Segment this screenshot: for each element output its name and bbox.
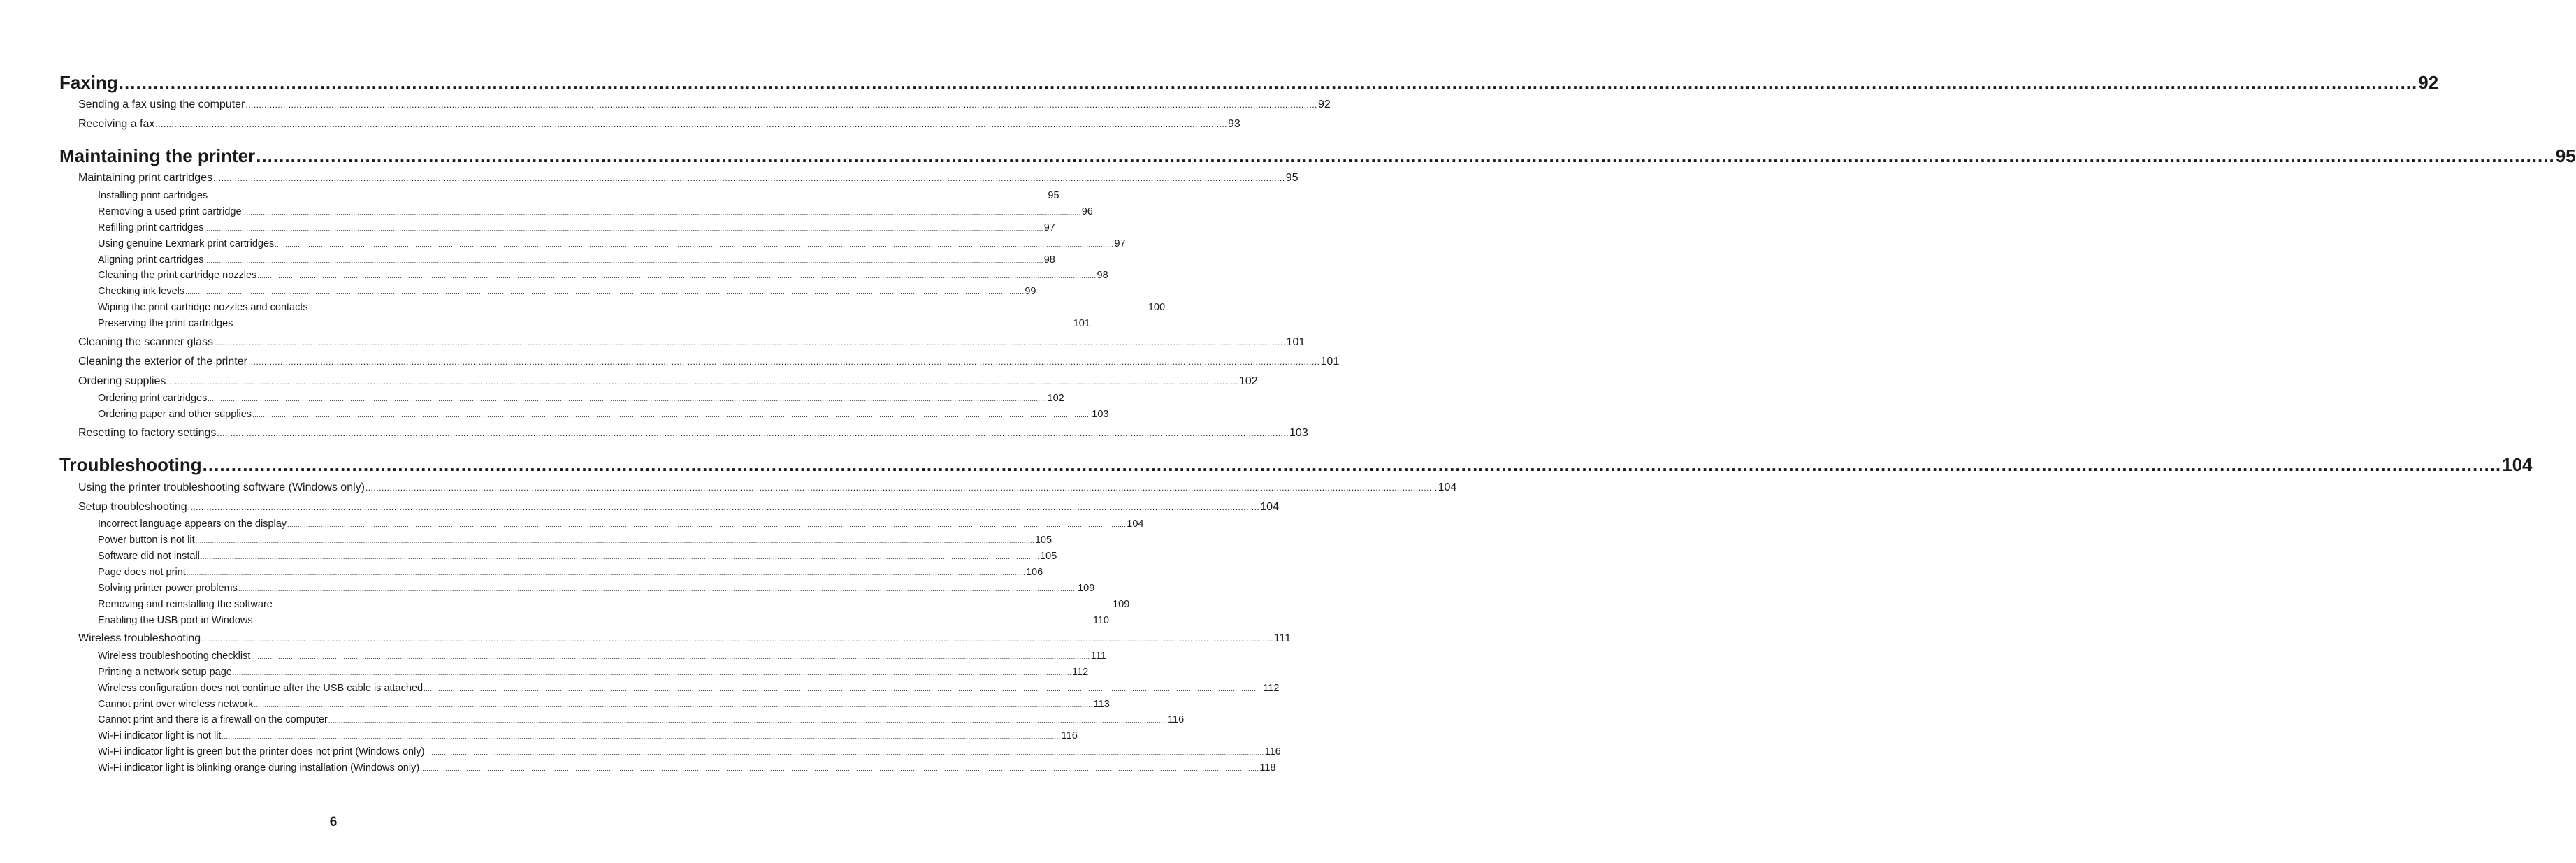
dot-leader: ................................................................................................................................................................................................................................................................................................................................................................................................................ [202,454,2502,475]
entry-page-number: 116 [1168,714,1185,725]
entry-page-number: 109 [1078,583,1095,594]
dot-leader: ................................................................................................................................................................................................................................................................................................................................................................................................................ [275,241,1114,248]
subsection-entry [98,699,1110,713]
subsection-entry [98,567,1043,581]
dot-leader: ................................................................................................................................................................................................................................................................................................................................................................................................................ [204,257,1043,264]
entry-title: Cleaning the print cartridge nozzles [98,270,257,281]
entry-title: Enabling the USB port in Windows [98,615,253,626]
entry-title: Maintaining the printer [59,145,256,166]
entry-title: Cleaning the exterior of the printer [78,356,247,368]
chapter-entry [59,145,2576,169]
dot-leader: ................................................................................................................................................................................................................................................................................................................................................................................................................ [222,733,1061,740]
entry-title: Removing and reinstalling the software [98,599,273,610]
section-entry [78,172,1298,187]
section-entry [78,632,1291,648]
entry-page-number: 106 [1025,567,1043,578]
subsection-entry [98,683,1280,697]
entry-page-number: 96 [1081,206,1093,217]
entry-title: Wiping the print cartridge nozzles and contacts [98,302,308,313]
subsection-entry [98,583,1095,597]
section-entry [78,427,1308,442]
entry-title: Software did not install [98,551,200,562]
entry-page-number: 112 [1072,667,1089,678]
entry-page-number: 110 [1092,615,1109,626]
entry-title: Power button is not lit [98,535,195,546]
section-entry [78,118,1240,133]
entry-page-number: 93 [1227,118,1240,130]
subsection-entry [98,206,1093,220]
dot-leader: ................................................................................................................................................................................................................................................................................................................................................................................................................ [208,396,1047,403]
entry-title: Cannot print over wireless network [98,699,254,710]
dot-leader: ................................................................................................................................................................................................................................................................................................................................................................................................................ [257,273,1097,280]
entry-title: Ordering paper and other supplies [98,409,252,420]
dot-leader: ................................................................................................................................................................................................................................................................................................................................................................................................................ [308,305,1148,312]
subsection-entry [98,551,1057,565]
page-number: 6 [329,815,338,829]
entry-page-number: 95 [1285,172,1298,184]
entry-title: Receiving a fax [78,118,155,130]
dot-leader: ................................................................................................................................................................................................................................................................................................................................................................................................................ [328,717,1168,724]
entry-title: Installing print cartridges [98,190,208,201]
subsection-entry [98,270,1108,284]
entry-title: Preserving the print cartridges [98,318,233,329]
entry-title: Cleaning the scanner glass [78,336,214,348]
dot-leader: ................................................................................................................................................................................................................................................................................................................................................................................................................ [253,618,1092,625]
entry-page-number: 102 [1239,375,1258,387]
entry-page-number: 97 [1114,238,1126,249]
entry-title: Setup troubleshooting [78,501,187,513]
subsection-entry [98,651,1106,665]
entry-title: Ordering print cartridges [98,393,208,404]
dot-leader: ................................................................................................................................................................................................................................................................................................................................................................................................................ [251,653,1090,660]
entry-page-number: 100 [1148,302,1166,313]
dot-leader: ................................................................................................................................................................................................................................................................................................................................................................................................................ [365,483,1438,493]
dot-leader: ................................................................................................................................................................................................................................................................................................................................................................................................................ [256,145,2555,166]
entry-title: Ordering supplies [78,375,166,387]
entry-title: Resetting to factory settings [78,427,217,439]
entry-page-number: 103 [1289,427,1308,439]
subsection-entry [98,518,1144,532]
entry-page-number: 98 [1043,254,1055,266]
entry-page-number: 104 [2502,454,2533,475]
entry-page-number: 116 [1264,746,1281,757]
dot-leader: ................................................................................................................................................................................................................................................................................................................................................................................................................ [425,749,1264,756]
entry-title: Removing a used print cartridge [98,206,242,217]
section-entry [78,336,1305,351]
subsection-entry [98,222,1055,236]
subsection-entry [98,746,1281,760]
entry-title: Solving printer power problems [98,583,238,594]
entry-page-number: 105 [1040,551,1057,562]
entry-title: Wi-Fi indicator light is green but the printer does not print (Windows only) [98,746,425,757]
subsection-entry [98,535,1052,549]
entry-title: Maintaining print cartridges [78,172,213,184]
subsection-entry [98,393,1064,407]
entry-title: Wireless configuration does not continue after the USB cable is attached [98,683,424,694]
entry-page-number: 104 [1438,481,1457,493]
entry-title: Refilling print cartridges [98,222,204,233]
subsection-entry [98,730,1078,744]
dot-leader: ................................................................................................................................................................................................................................................................................................................................................................................................................ [185,289,1025,296]
dot-leader: ................................................................................................................................................................................................................................................................................................................................................................................................................ [252,412,1092,419]
entry-page-number: 103 [1092,409,1109,420]
dot-leader: ................................................................................................................................................................................................................................................................................................................................................................................................................ [201,634,1273,644]
section-entry [78,99,1331,114]
dot-leader: ................................................................................................................................................................................................................................................................................................................................................................................................................ [213,173,1285,183]
entry-title: Wi-Fi indicator light is not lit [98,730,222,741]
dot-leader: ................................................................................................................................................................................................................................................................................................................................................................................................................ [242,209,1081,216]
dot-leader: ................................................................................................................................................................................................................................................................................................................................................................................................................ [166,377,1238,386]
entry-page-number: 99 [1025,286,1036,297]
entry-page-number: 118 [1259,762,1276,774]
subsection-entry [98,190,1059,204]
entry-page-number: 92 [1317,99,1331,110]
entry-title: Faxing [59,72,118,93]
dot-leader: ................................................................................................................................................................................................................................................................................................................................................................................................................ [273,602,1113,609]
entry-page-number: 101 [1320,356,1340,368]
entry-title: Printing a network setup page [98,667,232,678]
dot-leader: ................................................................................................................................................................................................................................................................................................................................................................................................................ [217,428,1289,438]
entry-title: Using genuine Lexmark print cartridges [98,238,275,249]
subsection-entry [98,667,1089,681]
entry-page-number: 111 [1090,651,1106,662]
subsection-entry [98,238,1126,252]
subsection-entry [98,599,1130,613]
dot-leader: ................................................................................................................................................................................................................................................................................................................................................................................................................ [186,570,1025,576]
dot-leader: ................................................................................................................................................................................................................................................................................................................................................................................................................ [195,537,1034,544]
entry-page-number: 92 [2418,72,2439,93]
subsection-entry [98,762,1276,776]
section-entry [78,356,1340,371]
dot-leader: ................................................................................................................................................................................................................................................................................................................................................................................................................ [245,100,1317,110]
entry-page-number: 97 [1043,222,1055,233]
entry-title: Troubleshooting [59,454,202,475]
entry-page-number: 98 [1097,270,1108,281]
entry-title: Cannot print and there is a firewall on the computer [98,714,328,725]
dot-leader: ................................................................................................................................................................................................................................................................................................................................................................................................................ [118,72,2418,93]
subsection-entry [98,254,1055,268]
chapter-entry [59,72,2439,96]
subsection-entry [98,714,1185,728]
dot-leader: ................................................................................................................................................................................................................................................................................................................................................................................................................ [287,521,1127,528]
dot-leader: ................................................................................................................................................................................................................................................................................................................................................................................................................ [187,502,1260,512]
subsection-entry [98,615,1109,629]
entry-page-number: 112 [1263,683,1280,694]
entry-page-number: 102 [1047,393,1064,404]
subsection-entry [98,302,1166,316]
entry-page-number: 104 [1260,501,1279,513]
dot-leader: ................................................................................................................................................................................................................................................................................................................................................................................................................ [200,553,1040,560]
dot-leader: ................................................................................................................................................................................................................................................................................................................................................................................................................ [254,702,1093,709]
entry-title: Page does not print [98,567,186,578]
entry-title: Sending a fax using the computer [78,99,245,110]
entry-page-number: 101 [1286,336,1305,348]
dot-leader: ................................................................................................................................................................................................................................................................................................................................................................................................................ [214,338,1286,347]
dot-leader: ................................................................................................................................................................................................................................................................................................................................................................................................................ [420,765,1259,772]
entry-title: Incorrect language appears on the display [98,518,287,530]
entry-title: Wireless troubleshooting [78,632,201,644]
entry-page-number: 104 [1127,518,1144,530]
chapter-entry [59,454,2533,478]
dot-leader: ................................................................................................................................................................................................................................................................................................................................................................................................................ [233,321,1073,328]
entry-title: Aligning print cartridges [98,254,204,266]
subsection-entry [98,286,1036,300]
section-entry [78,481,1457,497]
section-entry [78,375,1258,391]
dot-leader: ................................................................................................................................................................................................................................................................................................................................................................................................................ [204,225,1043,232]
subsection-entry [98,318,1090,332]
entry-page-number: 109 [1113,599,1130,610]
section-entry [78,501,1279,516]
entry-page-number: 113 [1093,699,1110,710]
entry-title: Using the printer troubleshooting software (Windows only) [78,481,365,493]
dot-leader: ................................................................................................................................................................................................................................................................................................................................................................................................................ [232,669,1072,676]
dot-leader: ................................................................................................................................................................................................................................................................................................................................................................................................................ [238,586,1078,593]
subsection-entry [98,409,1109,423]
entry-page-number: 111 [1273,632,1291,644]
entry-title: Checking ink levels [98,286,185,297]
entry-page-number: 101 [1073,318,1090,329]
entry-page-number: 95 [2555,145,2576,166]
dot-leader: ................................................................................................................................................................................................................................................................................................................................................................................................................ [155,119,1227,129]
entry-page-number: 116 [1061,730,1078,741]
entry-title: Wi-Fi indicator light is blinking orange during installation (Windows only) [98,762,420,774]
entry-page-number: 95 [1048,190,1059,201]
dot-leader: ................................................................................................................................................................................................................................................................................................................................................................................................................ [247,357,1320,367]
entry-page-number: 105 [1034,535,1052,546]
dot-leader: ................................................................................................................................................................................................................................................................................................................................................................................................................ [424,686,1263,692]
dot-leader: ................................................................................................................................................................................................................................................................................................................................................................................................................ [208,193,1048,200]
entry-title: Wireless troubleshooting checklist [98,651,251,662]
